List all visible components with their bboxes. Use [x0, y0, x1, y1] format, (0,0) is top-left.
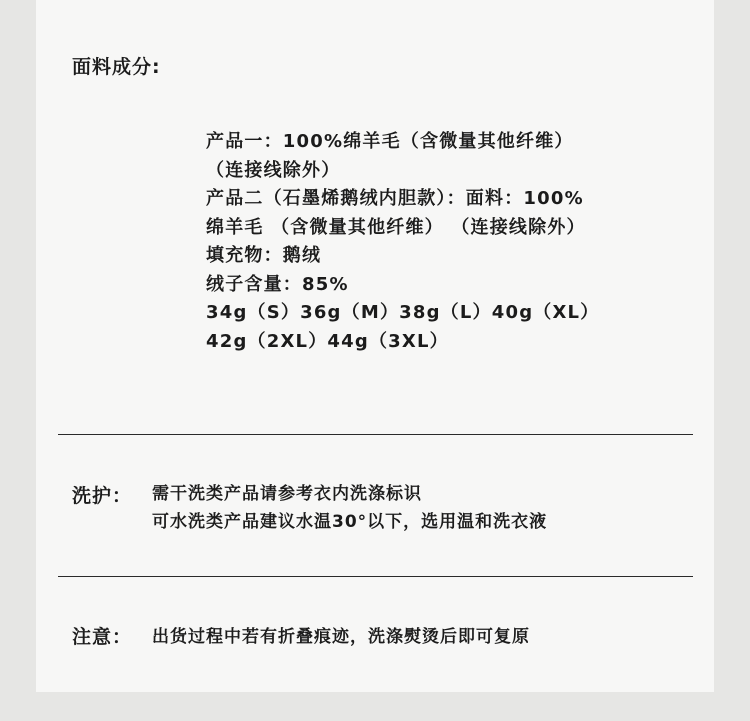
fabric-line: 34g（S）36g（M）38g（L）40g（XL）	[206, 302, 600, 323]
note-text: 出货过程中若有折叠痕迹，洗涤熨烫后即可复原	[152, 627, 530, 647]
fabric-line: 产品二（石墨烯鹅绒内胆款）：面料：100%	[206, 188, 584, 209]
fabric-line: 填充物：鹅绒	[206, 245, 322, 266]
fabric-line: 绵羊毛 （含微量其他纤维） （连接线除外）	[206, 216, 586, 238]
fabric-line: 绒子含量：85%	[206, 273, 349, 295]
care-label: 洗护：	[72, 485, 133, 507]
care-instructions	[152, 480, 547, 536]
note-label: 注意：	[72, 626, 133, 648]
fabric-heading: 面料成分:	[72, 56, 161, 78]
fabric-details	[206, 128, 676, 356]
fabric-line: 42g（2XL）44g（3XL）	[206, 330, 449, 352]
section-divider	[58, 434, 693, 435]
care-line: 需干洗类产品请参考衣内洗涤标识	[152, 484, 422, 504]
fabric-line: （连接线除外）	[206, 159, 341, 181]
section-divider	[58, 576, 693, 577]
fabric-line: 产品一：100%绵羊毛（含微量其他纤维）	[206, 131, 574, 152]
care-line: 可水洗类产品建议水温30°以下，选用温和洗衣液	[152, 512, 548, 532]
